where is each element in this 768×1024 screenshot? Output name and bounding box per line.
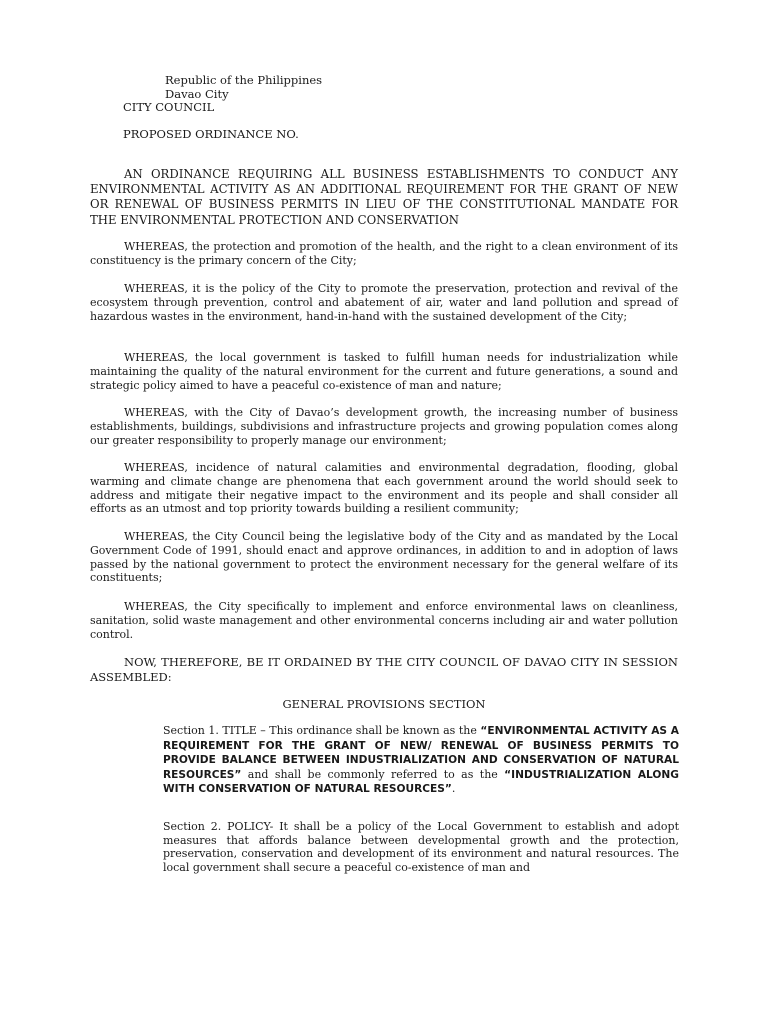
whereas-clause: WHEREAS, the City specifically to implement and enforce environmental laws on cleanliness, sanitation, solid waste management and other environmental concerns including air and water pollution control. — [90, 600, 678, 641]
section-2-policy: Section 2. POLICY- It shall be a policy of the Local Government to establish and adopt measures that affords balance between developmental growth and the protection, preservation, conservation and development of its environment and natural resources. The local government shall secure a peaceful co-existence of man and — [163, 820, 679, 874]
ordinance-number-line: PROPOSED ORDINANCE NO. — [123, 127, 299, 141]
city-line: Davao City — [165, 87, 229, 101]
whereas-clause: WHEREAS, the protection and promotion of the health, and the right to a clean environment of its constituency is the primary concern of the City; — [90, 240, 678, 267]
council-line: CITY COUNCIL — [123, 100, 215, 114]
section-heading: GENERAL PROVISIONS SECTION — [282, 697, 486, 711]
whereas-clause: WHEREAS, incidence of natural calamities and environmental degradation, flooding, global warming and climate change are phenomena that each government around the world should seek to address and mitigate their negative impact to the environment and its people and shall consider all efforts as an utmost and top priority towards building a resilient community; — [90, 461, 678, 516]
whereas-clause: WHEREAS, it is the policy of the City to promote the preservation, protection and revival of the ecosystem through prevention, control and abatement of air, water and land pollution and spread of hazardous wastes in the environment, hand-in-hand with the sustained development of the City; — [90, 282, 678, 323]
ordinance-short-name: “INDUSTRIALIZATION ALONG WITH CONSERVATION OF NATURAL RESOURCES” — [163, 768, 679, 796]
whereas-clause: WHEREAS, with the City of Davao’s development growth, the increasing number of business establishments, buildings, subdivisions and infrastructure projects and growing population comes along our greater responsibility to properly manage our environment; — [90, 406, 678, 447]
ordaining-clause: NOW, THEREFORE, BE IT ORDAINED BY THE CITY COUNCIL OF DAVAO CITY IN SESSION ASSEMBLED: — [90, 655, 678, 684]
republic-line: Republic of the Philippines — [165, 73, 323, 87]
whereas-clause: WHEREAS, the City Council being the legislative body of the City and as mandated by the Local Government Code of 1991, should enact and approve ordinances, in addition to and in adoption of laws passed by the national government to protect the environment necessary for the general welfare of its constituents; — [90, 530, 678, 585]
ordinance-title: AN ORDINANCE REQUIRING ALL BUSINESS ESTABLISHMENTS TO CONDUCT ANY ENVIRONMENTAL ACTIVITY AS AN ADDITIONAL REQUIREMENT FOR THE GRANT OF NEW OR RENEWAL OF BUSINESS PERMITS IN LIEU OF THE CONSTITUTIONAL MANDATE FOR THE ENVIRONMENTAL PROTECTION AND CONSERVATION — [90, 167, 678, 227]
section-1-title: Section 1. TITLE – This ordinance shall be known as the “ENVIRONMENTAL ACTIVITY AS A REQUIREMENT FOR THE GRANT OF NEW/ RENEWAL OF BUSINESS PERMITS TO PROVIDE BALANCE BETWEEN INDUSTRIALIZATION AND CONSERVATION OF NATURAL RESOURCES” and shall be commonly referred to as the “INDUSTRIALIZATION ALONG WITH CONSERVATION OF NATURAL RESOURCES”. — [163, 724, 679, 796]
whereas-clause: WHEREAS, the local government is tasked to fulfill human needs for industrialization while maintaining the quality of the natural environment for the current and future generations, a sound and strategic policy aimed to have a peaceful co-existence of man and nature; — [90, 351, 678, 392]
ordinance-full-name: “ENVIRONMENTAL ACTIVITY AS A REQUIREMENT FOR THE GRANT OF NEW/ RENEWAL OF BUSINESS PERMITS TO PROVIDE BALANCE BETWEEN INDUSTRIALIZATION AND CONSERVATION OF NATURAL RESOURCES” — [163, 725, 679, 781]
